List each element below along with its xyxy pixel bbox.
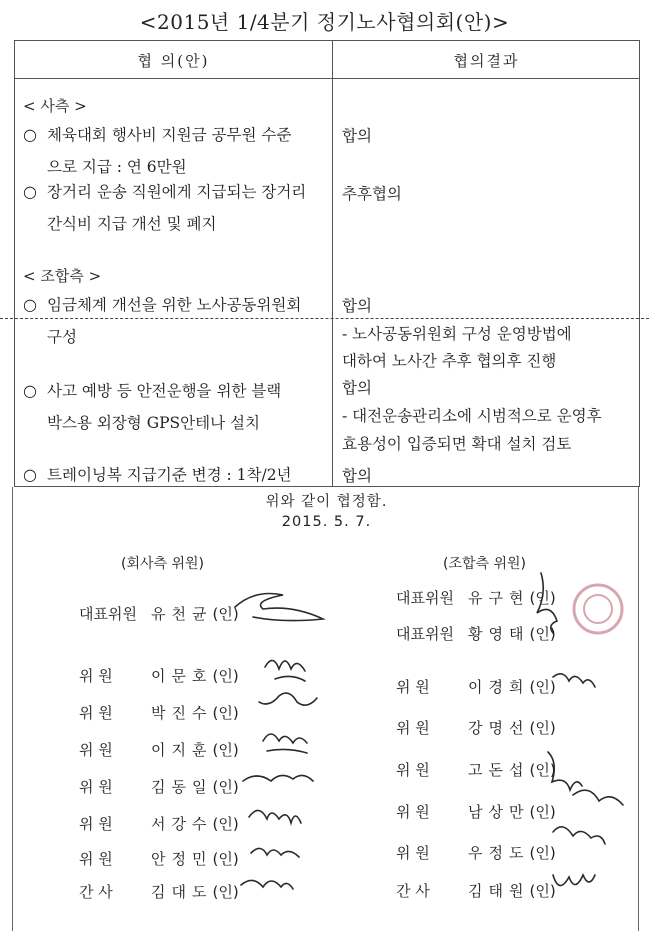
item-text: 장거리 운송 직원에게 지급되는 장거리 (47, 183, 307, 201)
member-name: 박진수 (151, 704, 213, 722)
seal-mark: (인) (212, 778, 239, 796)
member-role: 간 사 (79, 883, 113, 901)
result-detail: 효용성이 입증되면 확대 설치 검토 (342, 435, 572, 453)
bullet-icon: ○ (23, 125, 37, 144)
member-name: 황영태 (468, 625, 530, 643)
signature-stroke (241, 880, 293, 889)
bullet-icon: ○ (23, 465, 37, 484)
member-name: 남상만 (468, 803, 530, 821)
agenda-item (23, 289, 329, 353)
union-section-heading: < 조합측 > (23, 267, 102, 285)
item-text: 간식비 지급 개선 및 폐지 (47, 215, 217, 233)
agenda-item (23, 176, 329, 240)
member-name: 서강수 (151, 815, 213, 833)
member-name: 안정민 (151, 850, 213, 868)
signature-stroke (263, 734, 307, 753)
member-role: 위 원 (396, 678, 430, 696)
signature-stroke (251, 848, 299, 857)
seal-mark: (인) (529, 803, 556, 821)
member-role: 위 원 (79, 850, 113, 868)
seal-mark: (인) (212, 883, 239, 901)
member-role: 위 원 (79, 667, 113, 685)
result-text: 합의 (342, 467, 372, 485)
result-text: 추후협의 (342, 185, 402, 203)
seal-mark: (인) (212, 704, 239, 722)
item-text: 체육대회 행사비 지원금 공무원 수준 (47, 126, 292, 144)
column-header-result: 협의결과 (453, 52, 520, 70)
result-text: 합의 (342, 379, 372, 397)
member-role: 위 원 (396, 803, 430, 821)
fold-line (0, 318, 649, 319)
company-side-header: (회사측 위원) (121, 556, 204, 572)
seal-mark: (인) (212, 741, 239, 759)
agenda-item (23, 375, 329, 439)
seal-mark: (인) (529, 719, 556, 737)
column-divider (332, 41, 333, 486)
member-role: 위 원 (396, 719, 430, 737)
column-header-proposal: 협 의(안) (137, 52, 210, 70)
company-section-heading: < 사측 > (23, 97, 87, 115)
member-name: 강명선 (468, 719, 530, 737)
item-text: 박스용 외장형 GPS안테나 설치 (47, 414, 260, 432)
item-text: 트레이닝복 지급기준 변경 : 1착/2년 (47, 466, 292, 484)
agreement-date: 2015. 5. 7. (281, 514, 372, 530)
signature-stroke (249, 810, 301, 823)
seal-mark: (인) (529, 589, 556, 607)
member-name: 김대도 (151, 883, 213, 901)
member-role: 위 원 (79, 815, 113, 833)
seal-mark: (인) (212, 815, 239, 833)
signature-stroke (573, 790, 623, 805)
member-name: 고돈섭 (468, 761, 530, 779)
seal-mark: (인) (529, 678, 556, 696)
member-name: 이경희 (468, 678, 530, 696)
union-side-header: (조합측 위원) (443, 556, 526, 572)
signature-stroke (259, 693, 317, 705)
item-text: 임금체계 개선을 위한 노사공동위원회 (47, 296, 302, 314)
member-role: 위 원 (396, 844, 430, 862)
bullet-icon: ○ (23, 381, 37, 400)
member-role: 위 원 (79, 778, 113, 796)
signature-stroke (553, 827, 605, 844)
handwritten-signatures (13, 487, 640, 931)
member-name: 유천균 (151, 605, 213, 623)
seal-mark: (인) (212, 850, 239, 868)
member-role: 대표위원 (396, 589, 454, 607)
signature-stroke (235, 594, 323, 621)
signature-stroke (537, 573, 557, 633)
member-name: 김태원 (468, 882, 530, 900)
result-detail: - 노사공동위원회 구성 운영방법에 (342, 325, 572, 343)
seal-mark: (인) (529, 761, 556, 779)
result-detail: 대하여 노사간 추후 협의후 진행 (342, 352, 557, 370)
signature-section (12, 487, 639, 931)
member-name: 이지훈 (151, 741, 213, 759)
member-role: 간 사 (396, 882, 430, 900)
item-text: 으로 지급 : 연 6만원 (47, 158, 187, 176)
result-text: 합의 (342, 127, 372, 145)
item-text: 사고 예방 등 안전운행을 위한 블랙 (47, 382, 282, 400)
agreement-statement: 위와 같이 협정함. (265, 494, 388, 510)
bullet-icon: ○ (23, 182, 37, 201)
member-role: 위 원 (396, 761, 430, 779)
result-detail: - 대전운송관리소에 시범적으로 운영후 (342, 407, 602, 425)
member-name: 김동일 (151, 778, 213, 796)
member-role: 위 원 (79, 704, 113, 722)
seal-mark: (인) (212, 605, 239, 623)
signature-stroke (265, 660, 305, 681)
bullet-icon: ○ (23, 295, 37, 314)
header-divider (15, 78, 639, 79)
member-name: 우정도 (468, 844, 530, 862)
signature-stroke (548, 752, 582, 790)
seal-mark: (인) (529, 844, 556, 862)
seal-mark: (인) (529, 882, 556, 900)
member-role: 위 원 (79, 741, 113, 759)
item-text: 구성 (47, 328, 77, 346)
signature-stroke (243, 775, 313, 781)
agenda-table (14, 40, 640, 487)
seal-stamp (574, 585, 622, 633)
document-title: <2015년 1/4분기 정기노사협의회(안)> (139, 10, 510, 34)
seal-mark: (인) (529, 625, 556, 643)
agenda-item (23, 119, 329, 183)
signature-stroke (553, 875, 595, 886)
member-role: 대표위원 (79, 605, 137, 623)
seal-mark: (인) (212, 667, 239, 685)
member-role: 대표위원 (396, 625, 454, 643)
member-name: 이문호 (151, 667, 213, 685)
result-text: 합의 (342, 297, 372, 315)
signature-stroke (553, 674, 595, 687)
member-name: 유구현 (468, 589, 530, 607)
seal-stamp-inner (584, 595, 612, 623)
